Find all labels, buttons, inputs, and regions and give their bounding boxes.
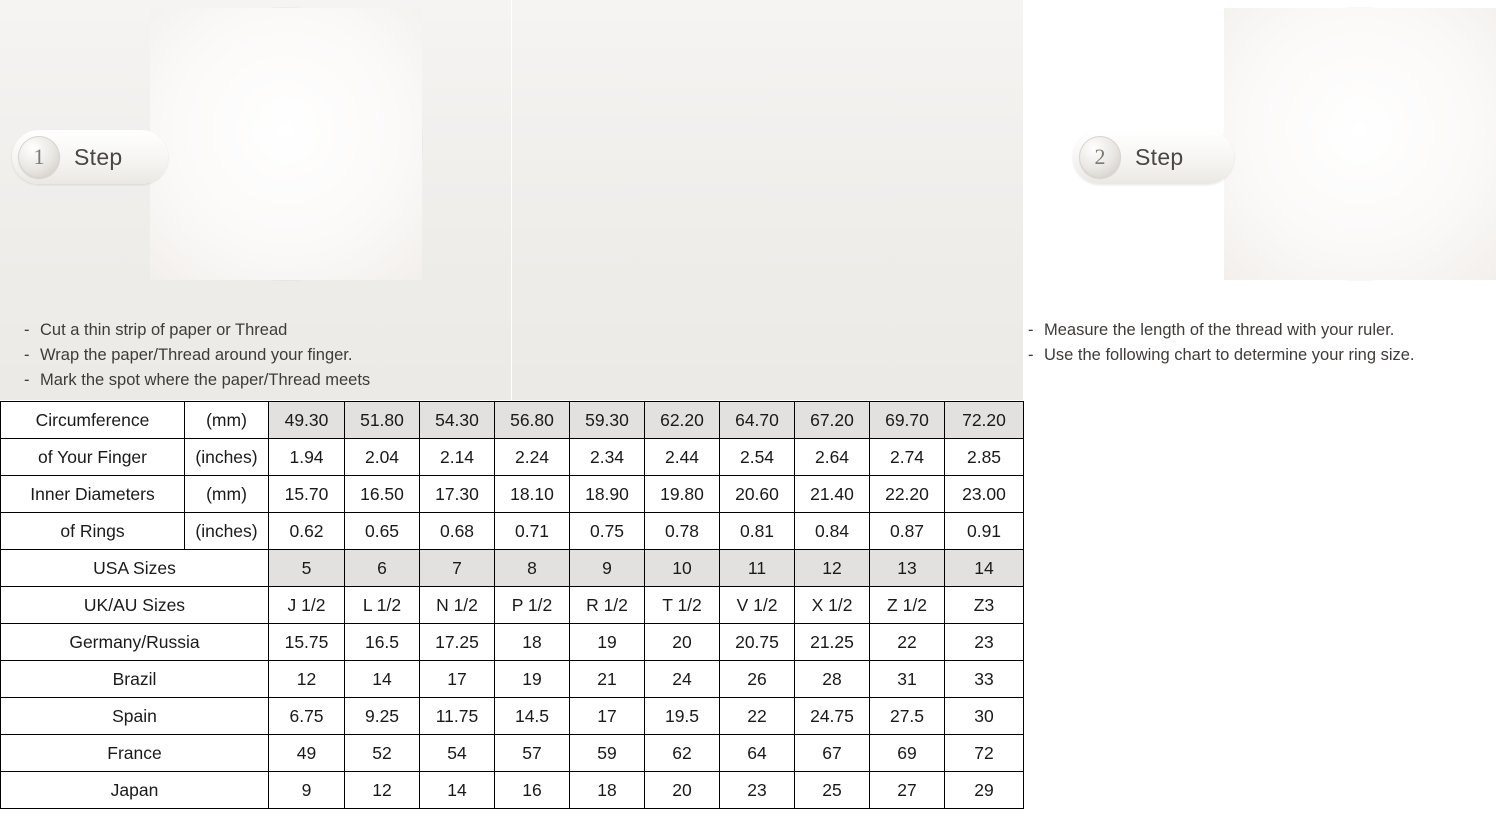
table-row	[1, 439, 1024, 476]
step-1-photo	[150, 8, 422, 280]
de-10: 23	[945, 624, 1024, 661]
fr-10: 72	[945, 735, 1024, 772]
es-10: 30	[945, 698, 1024, 735]
circ-mm-3: 54.30	[420, 402, 495, 439]
circ-mm-4: 56.80	[495, 402, 570, 439]
diam-mm-5: 18.90	[570, 476, 645, 513]
step-1-instructions	[24, 318, 370, 393]
jp-8: 25	[795, 772, 870, 809]
circ-in-4: 2.24	[495, 439, 570, 476]
bullet-dash: -	[24, 371, 30, 389]
row-label-uk-au: UK/AU Sizes	[1, 587, 269, 624]
de-7: 20.75	[720, 624, 795, 661]
ukau-1: J 1/2	[269, 587, 345, 624]
step-2-photo	[1224, 8, 1496, 280]
jp-7: 23	[720, 772, 795, 809]
row-label-diameter-2: of Rings	[1, 513, 185, 550]
de-9: 22	[870, 624, 945, 661]
unit-mm: (mm)	[185, 402, 269, 439]
jp-6: 20	[645, 772, 720, 809]
br-8: 28	[795, 661, 870, 698]
table-row	[1, 772, 1024, 809]
step-1-bullet-1: Cut a thin strip of paper or Thread	[40, 321, 288, 339]
circ-mm-9: 69.70	[870, 402, 945, 439]
circ-mm-1: 49.30	[269, 402, 345, 439]
es-1: 6.75	[269, 698, 345, 735]
circ-mm-2: 51.80	[345, 402, 420, 439]
usa-6: 10	[645, 550, 720, 587]
table-row	[1, 402, 1024, 439]
diam-in-2: 0.65	[345, 513, 420, 550]
diam-mm-10: 23.00	[945, 476, 1024, 513]
step-2-label: Step	[1135, 143, 1184, 170]
circ-in-7: 2.54	[720, 439, 795, 476]
jp-2: 12	[345, 772, 420, 809]
circ-mm-7: 64.70	[720, 402, 795, 439]
bullet-dash: -	[24, 321, 30, 339]
circ-in-3: 2.14	[420, 439, 495, 476]
row-label-spain: Spain	[1, 698, 269, 735]
diam-in-10: 0.91	[945, 513, 1024, 550]
es-5: 17	[570, 698, 645, 735]
step-1-badge	[12, 130, 168, 184]
row-label-circumference: Circumference	[1, 402, 185, 439]
unit-mm-2: (mm)	[185, 476, 269, 513]
de-8: 21.25	[795, 624, 870, 661]
ukau-3: N 1/2	[420, 587, 495, 624]
usa-5: 9	[570, 550, 645, 587]
circ-in-2: 2.04	[345, 439, 420, 476]
ukau-7: V 1/2	[720, 587, 795, 624]
bullet-dash: -	[24, 346, 30, 364]
diam-in-5: 0.75	[570, 513, 645, 550]
step-panel-1	[0, 0, 511, 400]
bullet-dash: -	[1028, 321, 1034, 339]
table-row	[1, 698, 1024, 735]
table-row	[1, 476, 1024, 513]
diam-in-6: 0.78	[645, 513, 720, 550]
step-2-bullet-1: Measure the length of the thread with your ruler.	[1044, 321, 1395, 339]
de-1: 15.75	[269, 624, 345, 661]
diam-mm-8: 21.40	[795, 476, 870, 513]
fr-8: 67	[795, 735, 870, 772]
step-panel-2	[511, 0, 1415, 400]
diam-mm-1: 15.70	[269, 476, 345, 513]
diam-in-7: 0.81	[720, 513, 795, 550]
br-6: 24	[645, 661, 720, 698]
circ-mm-5: 59.30	[570, 402, 645, 439]
fr-1: 49	[269, 735, 345, 772]
de-4: 18	[495, 624, 570, 661]
br-10: 33	[945, 661, 1024, 698]
usa-2: 6	[345, 550, 420, 587]
diam-in-1: 0.62	[269, 513, 345, 550]
diam-in-3: 0.68	[420, 513, 495, 550]
de-2: 16.5	[345, 624, 420, 661]
de-3: 17.25	[420, 624, 495, 661]
jp-10: 29	[945, 772, 1024, 809]
ukau-9: Z 1/2	[870, 587, 945, 624]
table-row	[1, 624, 1024, 661]
step-1-bullet-3: Mark the spot where the paper/Thread meets	[40, 371, 371, 389]
diam-mm-2: 16.50	[345, 476, 420, 513]
ring-size-chart-table	[0, 401, 1024, 809]
table-row	[1, 735, 1024, 772]
step-1-label: Step	[74, 143, 123, 170]
es-9: 27.5	[870, 698, 945, 735]
es-7: 22	[720, 698, 795, 735]
row-label-circumference-2: of Your Finger	[1, 439, 185, 476]
usa-9: 13	[870, 550, 945, 587]
de-5: 19	[570, 624, 645, 661]
circ-in-9: 2.74	[870, 439, 945, 476]
br-7: 26	[720, 661, 795, 698]
unit-inches-2: (inches)	[185, 513, 269, 550]
table-row	[1, 587, 1024, 624]
steps-section	[0, 0, 1415, 400]
step-2-number: 2	[1079, 136, 1121, 178]
es-8: 24.75	[795, 698, 870, 735]
step-1-number: 1	[18, 136, 60, 178]
row-label-france: France	[1, 735, 269, 772]
diam-mm-7: 20.60	[720, 476, 795, 513]
diam-mm-6: 19.80	[645, 476, 720, 513]
ukau-5: R 1/2	[570, 587, 645, 624]
fr-7: 64	[720, 735, 795, 772]
circ-in-8: 2.64	[795, 439, 870, 476]
ukau-10: Z3	[945, 587, 1024, 624]
diam-mm-4: 18.10	[495, 476, 570, 513]
ukau-8: X 1/2	[795, 587, 870, 624]
unit-inches: (inches)	[185, 439, 269, 476]
jp-3: 14	[420, 772, 495, 809]
ukau-4: P 1/2	[495, 587, 570, 624]
row-label-brazil: Brazil	[1, 661, 269, 698]
br-1: 12	[269, 661, 345, 698]
br-4: 19	[495, 661, 570, 698]
step-2-instructions	[1028, 318, 1415, 368]
fr-5: 59	[570, 735, 645, 772]
row-label-japan: Japan	[1, 772, 269, 809]
usa-4: 8	[495, 550, 570, 587]
diam-in-4: 0.71	[495, 513, 570, 550]
circ-in-5: 2.34	[570, 439, 645, 476]
table-row	[1, 513, 1024, 550]
circ-mm-6: 62.20	[645, 402, 720, 439]
row-label-usa: USA Sizes	[1, 550, 269, 587]
circ-in-10: 2.85	[945, 439, 1024, 476]
diam-in-9: 0.87	[870, 513, 945, 550]
circ-in-6: 2.44	[645, 439, 720, 476]
jp-9: 27	[870, 772, 945, 809]
jp-1: 9	[269, 772, 345, 809]
usa-1: 5	[269, 550, 345, 587]
step-2-badge	[1073, 130, 1234, 184]
table-row	[1, 661, 1024, 698]
diam-in-8: 0.84	[795, 513, 870, 550]
usa-8: 12	[795, 550, 870, 587]
fr-4: 57	[495, 735, 570, 772]
row-label-diameter: Inner Diameters	[1, 476, 185, 513]
usa-3: 7	[420, 550, 495, 587]
ukau-2: L 1/2	[345, 587, 420, 624]
fr-6: 62	[645, 735, 720, 772]
jp-4: 16	[495, 772, 570, 809]
fr-3: 54	[420, 735, 495, 772]
usa-10: 14	[945, 550, 1024, 587]
diam-mm-9: 22.20	[870, 476, 945, 513]
es-6: 19.5	[645, 698, 720, 735]
fr-9: 69	[870, 735, 945, 772]
br-9: 31	[870, 661, 945, 698]
usa-7: 11	[720, 550, 795, 587]
table-row	[1, 550, 1024, 587]
bullet-dash: -	[1028, 346, 1034, 364]
fr-2: 52	[345, 735, 420, 772]
step-2-bullet-2: Use the following chart to determine your ring size.	[1044, 346, 1415, 364]
es-3: 11.75	[420, 698, 495, 735]
es-4: 14.5	[495, 698, 570, 735]
de-6: 20	[645, 624, 720, 661]
ukau-6: T 1/2	[645, 587, 720, 624]
jp-5: 18	[570, 772, 645, 809]
br-3: 17	[420, 661, 495, 698]
br-5: 21	[570, 661, 645, 698]
circ-in-1: 1.94	[269, 439, 345, 476]
diam-mm-3: 17.30	[420, 476, 495, 513]
step-1-bullet-2: Wrap the paper/Thread around your finger.	[40, 346, 353, 364]
es-2: 9.25	[345, 698, 420, 735]
circ-mm-8: 67.20	[795, 402, 870, 439]
circ-mm-10: 72.20	[945, 402, 1024, 439]
br-2: 14	[345, 661, 420, 698]
row-label-germany-russia: Germany/Russia	[1, 624, 269, 661]
